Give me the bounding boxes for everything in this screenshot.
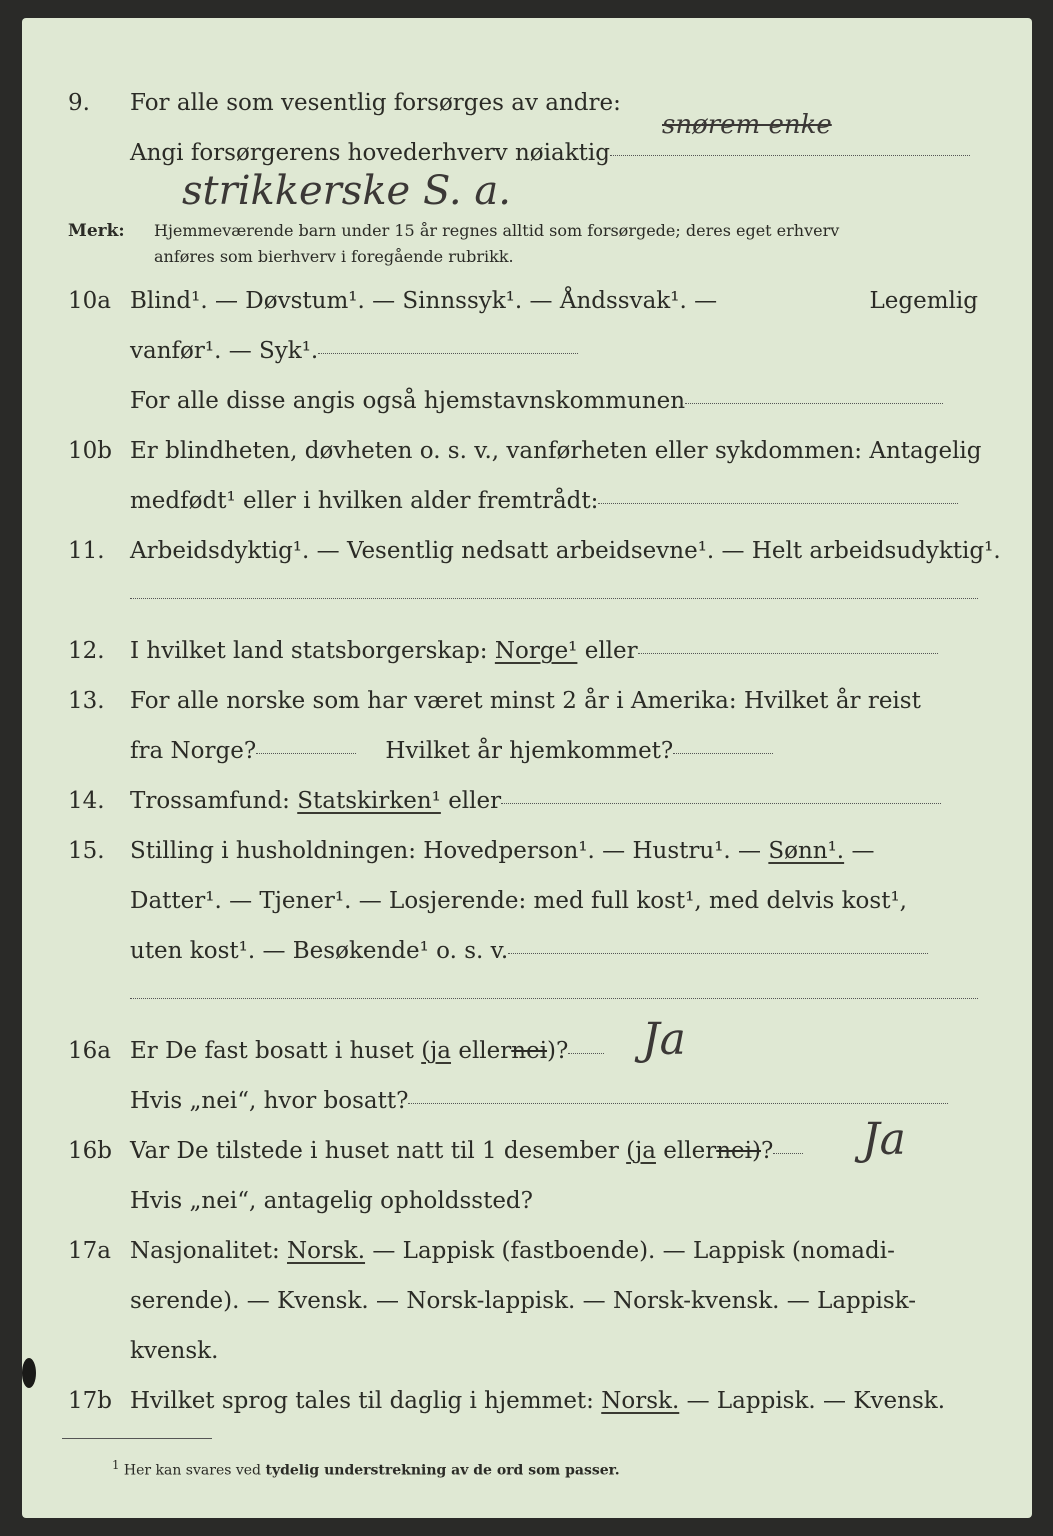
q16a-text-2: Hvis „nei“, hvor bosatt?	[130, 1086, 948, 1116]
q9-number: 9.	[68, 90, 90, 116]
merk-text-2: anføres som bierhverv i foregående rubrikk.	[154, 247, 514, 266]
q17a-norsk: Norsk.	[287, 1238, 366, 1264]
q10a-dotted-line-2	[685, 403, 943, 404]
q10a-dotted-line-1	[318, 353, 578, 354]
q12-dotted-line	[638, 653, 938, 654]
q15-text-2: Datter¹. — Tjener¹. — Losjerende: med full kost¹, med delvis kost¹,	[130, 888, 907, 914]
q16b-number: 16b	[68, 1138, 112, 1164]
footnote-bold-text: tydelig understrekning av de ord som passer.	[265, 1462, 620, 1479]
q16b-text: Var De tilstede i huset natt til 1 desember (ja ellernei)?	[130, 1136, 803, 1166]
q17b-norsk: Norsk.	[601, 1388, 680, 1414]
q9-handwriting-answer: strikkerske S. a.	[182, 168, 511, 214]
q16a-dotted-line-2	[408, 1103, 948, 1104]
q16a-number: 16a	[68, 1038, 111, 1064]
q16b-nei: nei)	[716, 1138, 761, 1164]
q10a-number: 10a	[68, 288, 111, 314]
q9-dotted-line	[610, 155, 970, 156]
q16a-text: Er De fast bosatt i huset (ja ellernei)?	[130, 1036, 604, 1066]
merk-text-1: Hjemmeværende barn under 15 år regnes alltid som forsørgede; deres eget erhverv	[154, 221, 840, 240]
q16a-handwriting-answer: Ja	[642, 1014, 686, 1065]
q17a-text-3: kvensk.	[130, 1338, 219, 1364]
q9-text-2: Angi forsørgerens hovederhverv nøiaktig	[130, 138, 970, 168]
q16a-dotted-line	[568, 1053, 604, 1054]
ink-blot	[22, 1358, 36, 1388]
q17b-text: Hvilket sprog tales til daglig i hjemmet: Norsk. — Lappisk. — Kvensk.	[130, 1388, 946, 1414]
q16a-ja: (ja	[421, 1038, 452, 1064]
merk-label: Merk:	[68, 221, 125, 241]
q16b-dotted-line	[773, 1153, 803, 1154]
q10b-number: 10b	[68, 438, 112, 464]
q15-dotted-line-1	[508, 953, 928, 954]
q10b-dotted-line	[598, 503, 958, 504]
q13-number: 13.	[68, 688, 105, 714]
q16a-nei: nei	[511, 1038, 548, 1064]
q12-norge: Norge¹	[494, 638, 578, 664]
q9-text-1: For alle som vesentlig forsørges av andre:	[130, 90, 621, 116]
q15-dotted-line-2	[130, 998, 978, 999]
q17a-text-2: serende). — Kvensk. — Norsk-lappisk. — Norsk-kvensk. — Lappisk-	[130, 1288, 916, 1314]
q10b-text-1: Er blindheten, døvheten o. s. v., vanførheten eller sykdommen: Antagelig	[130, 438, 982, 464]
q10a-text-2: vanfør¹. — Syk¹.	[130, 336, 578, 366]
q17a-number: 17a	[68, 1238, 111, 1264]
q17a-text-1: Nasjonalitet: Norsk. — Lappisk (fastboende). — Lappisk (nomadi-	[130, 1238, 895, 1264]
census-form-page	[22, 18, 1032, 1518]
q12-number: 12.	[68, 638, 105, 664]
q14-statskirken: Statskirken¹	[297, 788, 441, 814]
q15-text-3: uten kost¹. — Besøkende¹ o. s. v.	[130, 936, 928, 966]
q10a-text-1b: Legemlig	[869, 288, 978, 314]
q16b-ja: (ja	[626, 1138, 656, 1164]
q10a-text-3: For alle disse angis også hjemstavnskommunen	[130, 386, 943, 416]
q17b-number: 17b	[68, 1388, 112, 1414]
q13-text-2: fra Norge? Hvilket år hjemkommet?	[130, 736, 773, 766]
footnote-separator	[62, 1438, 212, 1439]
q10a-text-1a: Blind¹. — Døvstum¹. — Sinnssyk¹. — Åndssvak¹. —	[130, 288, 718, 314]
q11-text-1: Arbeidsdyktig¹. — Vesentlig nedsatt arbeidsevne¹. — Helt arbeidsudyktig¹.	[130, 538, 1001, 564]
q15-number: 15.	[68, 838, 105, 864]
q14-number: 14.	[68, 788, 105, 814]
q15-text-1: Stilling i husholdningen: Hovedperson¹. — Hustru¹. — Sønn¹. —	[130, 838, 875, 864]
footnote-marker: 1	[112, 1458, 120, 1472]
footnote-text: Her kan svares ved	[123, 1462, 262, 1479]
q13-dotted-line-2	[673, 753, 773, 754]
q14-dotted-line	[501, 803, 941, 804]
q11-number: 11.	[68, 538, 105, 564]
q10b-text-2: medfødt¹ eller i hvilken alder fremtrådt:	[130, 486, 958, 516]
q12-text: I hvilket land statsborgerskap: Norge¹ eller	[130, 636, 938, 666]
q9-handwriting-top: snørem enke	[662, 110, 832, 140]
q16b-handwriting-answer: Ja	[862, 1114, 906, 1165]
q11-dotted-line	[130, 598, 978, 599]
q15-sonn: Sønn¹.	[768, 838, 845, 864]
q16b-text-2: Hvis „nei“, antagelig opholdssted?	[130, 1188, 533, 1214]
q13-text-1: For alle norske som har været minst 2 år i Amerika: Hvilket år reist	[130, 688, 921, 714]
q14-text: Trossamfund: Statskirken¹ eller	[130, 786, 941, 816]
q13-dotted-line-1	[256, 753, 356, 754]
footnote	[112, 1450, 1032, 1486]
